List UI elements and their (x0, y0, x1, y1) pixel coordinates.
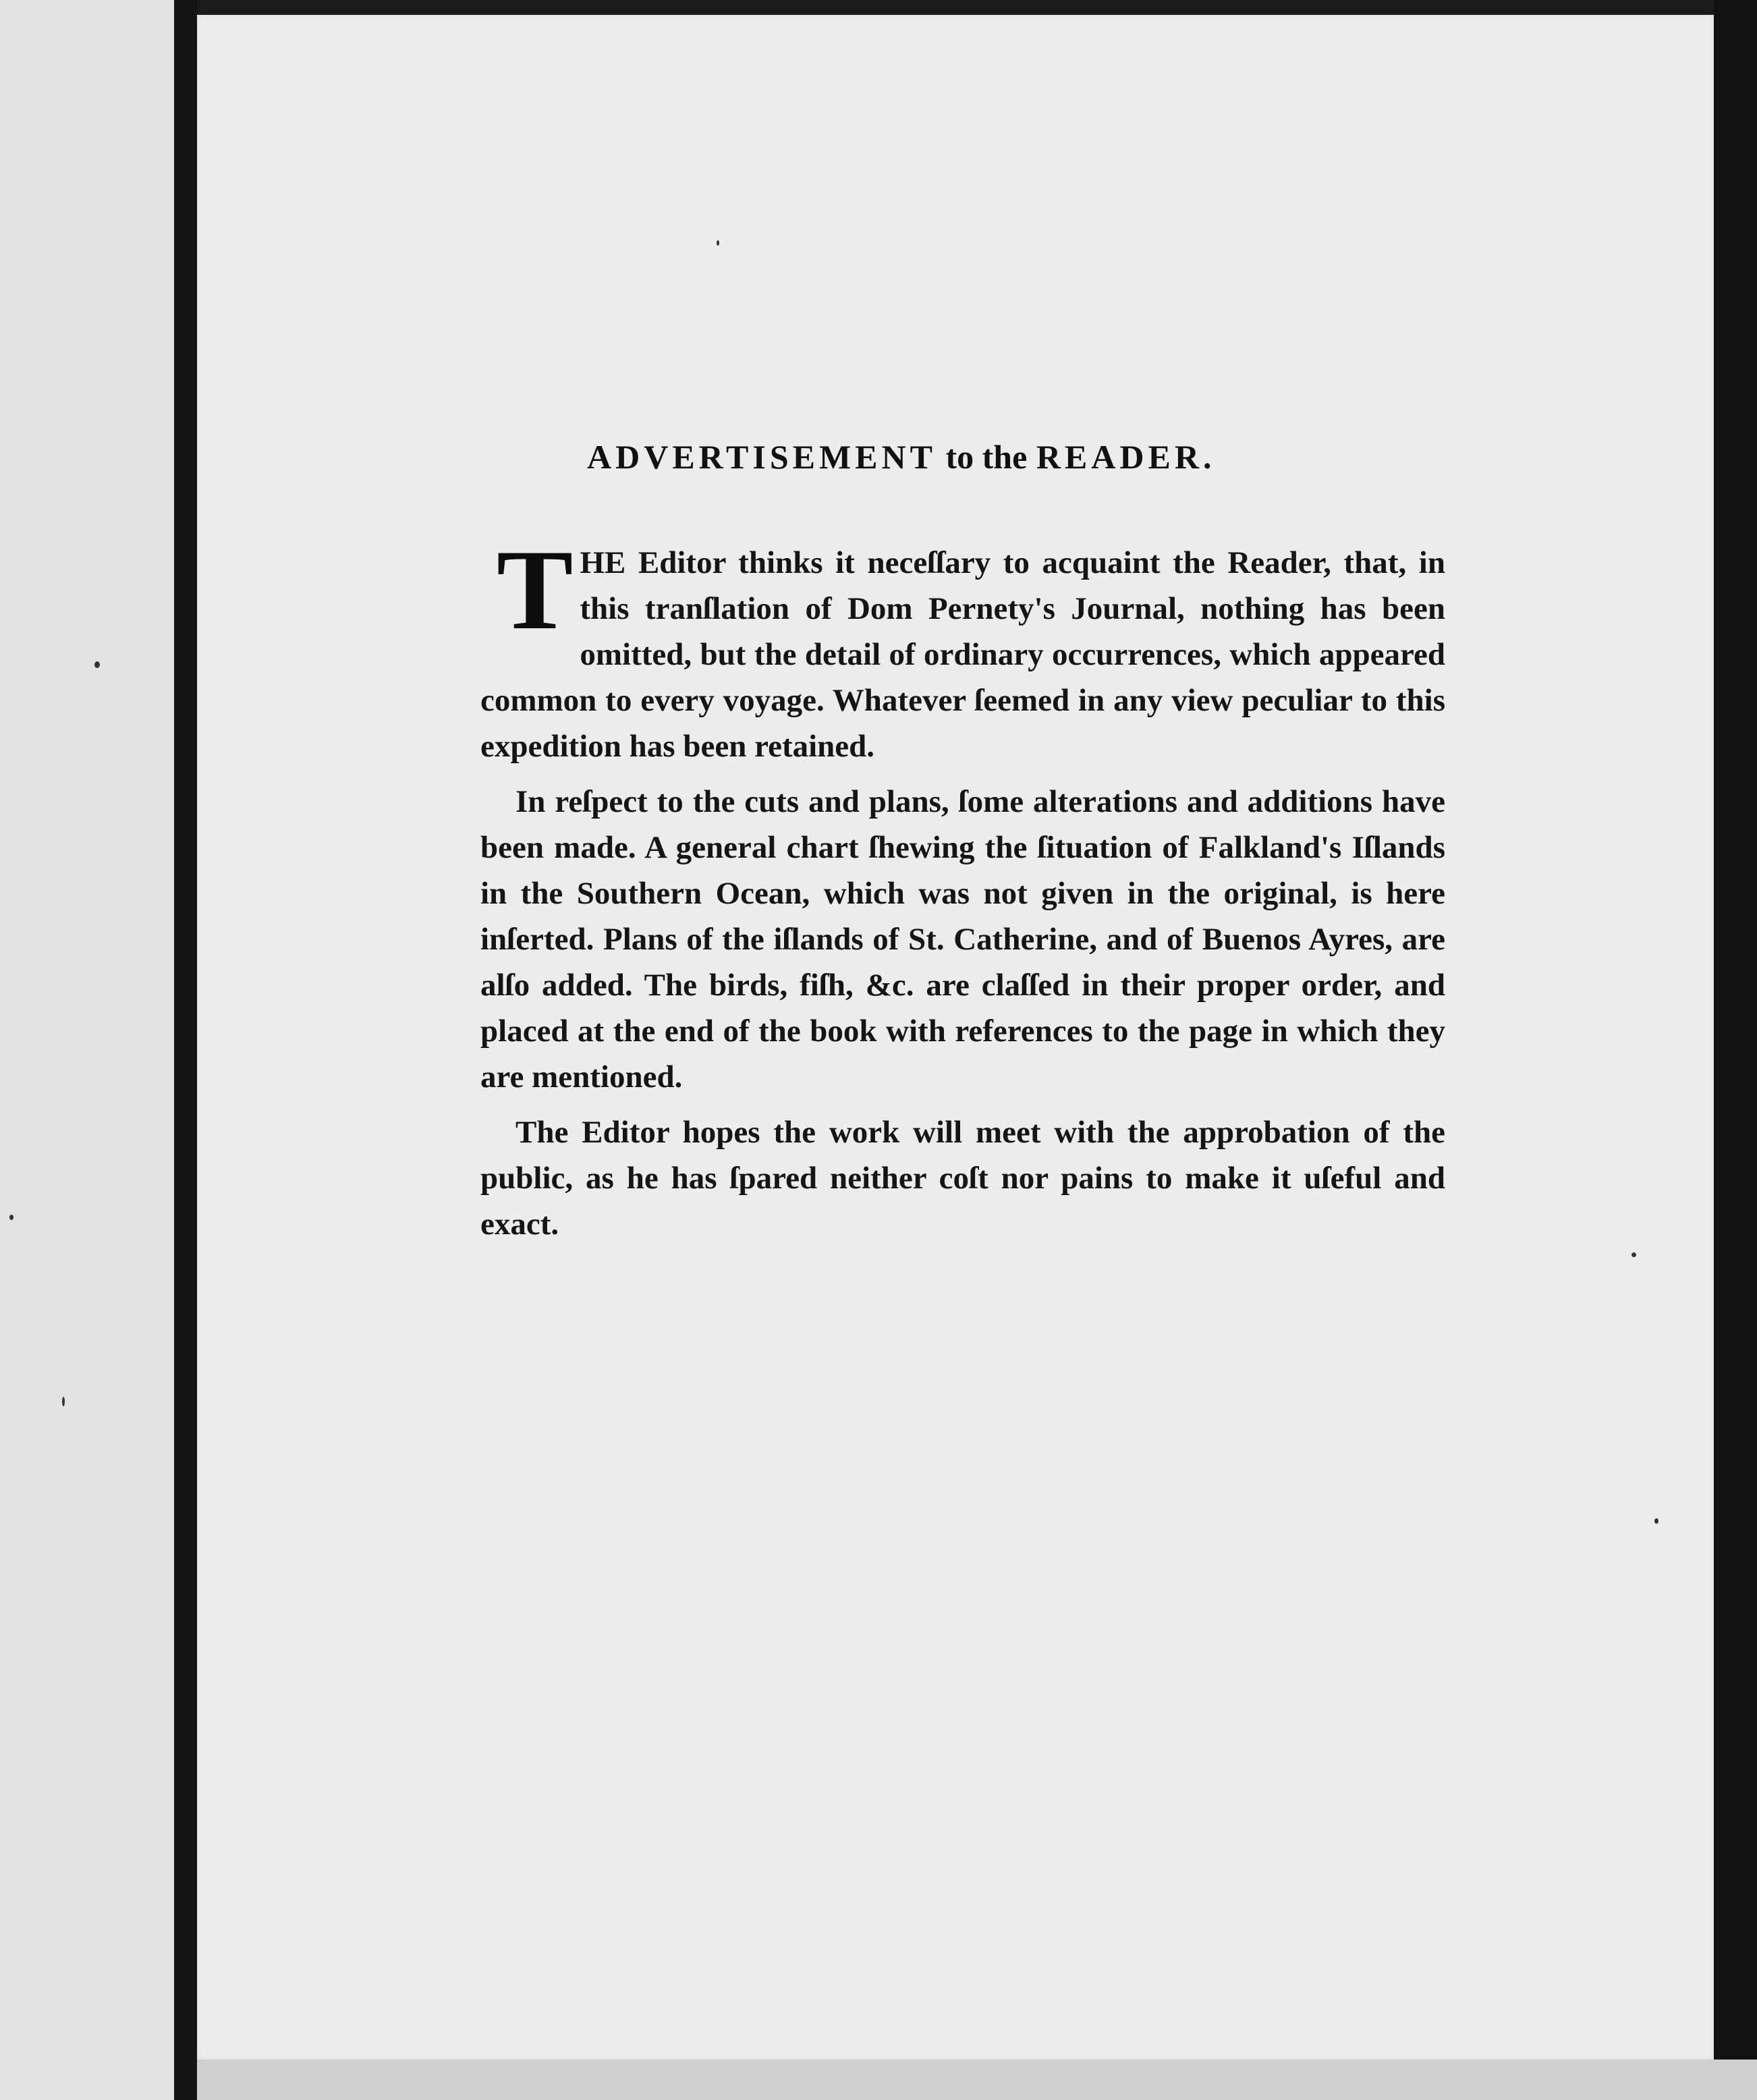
paragraph-2 (480, 779, 1445, 1100)
heading-mid: to the (945, 438, 1028, 476)
scan-speck (1632, 1252, 1636, 1257)
scan-speck (62, 1397, 65, 1406)
page-heading (587, 437, 1397, 476)
paragraph-1 (480, 526, 1445, 769)
advertisement-body (480, 526, 1445, 1256)
bottom-page-edge (197, 2060, 1757, 2100)
paragraph-1-text: HE Editor thinks it neceſſary to acquaint the Reader, that, in this tranſlation of Dom Pernety's Journal, nothing has been omitted, but the detail of ordinary occurrences, which appeared common to every voyage. Whatever ſeemed in any view peculiar to this expedition has been retained. (480, 545, 1445, 764)
scan-speck (1654, 1518, 1658, 1524)
paragraph-2-text: In reſpect to the cuts and plans, ſome alterations and additions have been made. A general chart ſhewing the ſituation of Falkland's Iſlands in the Southern Ocean, which was not given in the original, is here inſerted. Plans of the iſlands of St. Catherine, and of Buenos Ayres, are alſo added. The birds, fiſh, &c. are claſſed in their proper order, and placed at the end of the book with references to the page in which they are mentioned. (480, 784, 1445, 1095)
scan-speck (717, 240, 719, 246)
scan-speck (9, 1215, 13, 1220)
right-scan-edge (1714, 0, 1757, 2100)
top-scan-edge (197, 0, 1757, 15)
scan-speck (94, 661, 100, 668)
heading-end: READER. (1036, 438, 1216, 476)
binding-gutter (174, 0, 197, 2100)
left-page-edge (0, 0, 177, 2100)
paragraph-3 (480, 1109, 1445, 1247)
drop-cap: T (497, 526, 574, 653)
heading-lead: ADVERTISEMENT (587, 438, 937, 476)
paragraph-3-text: The Editor hopes the work will meet with the approbation of the public, as he has ſpared neither coſt nor pains to make it uſeful and exact. (480, 1115, 1445, 1242)
